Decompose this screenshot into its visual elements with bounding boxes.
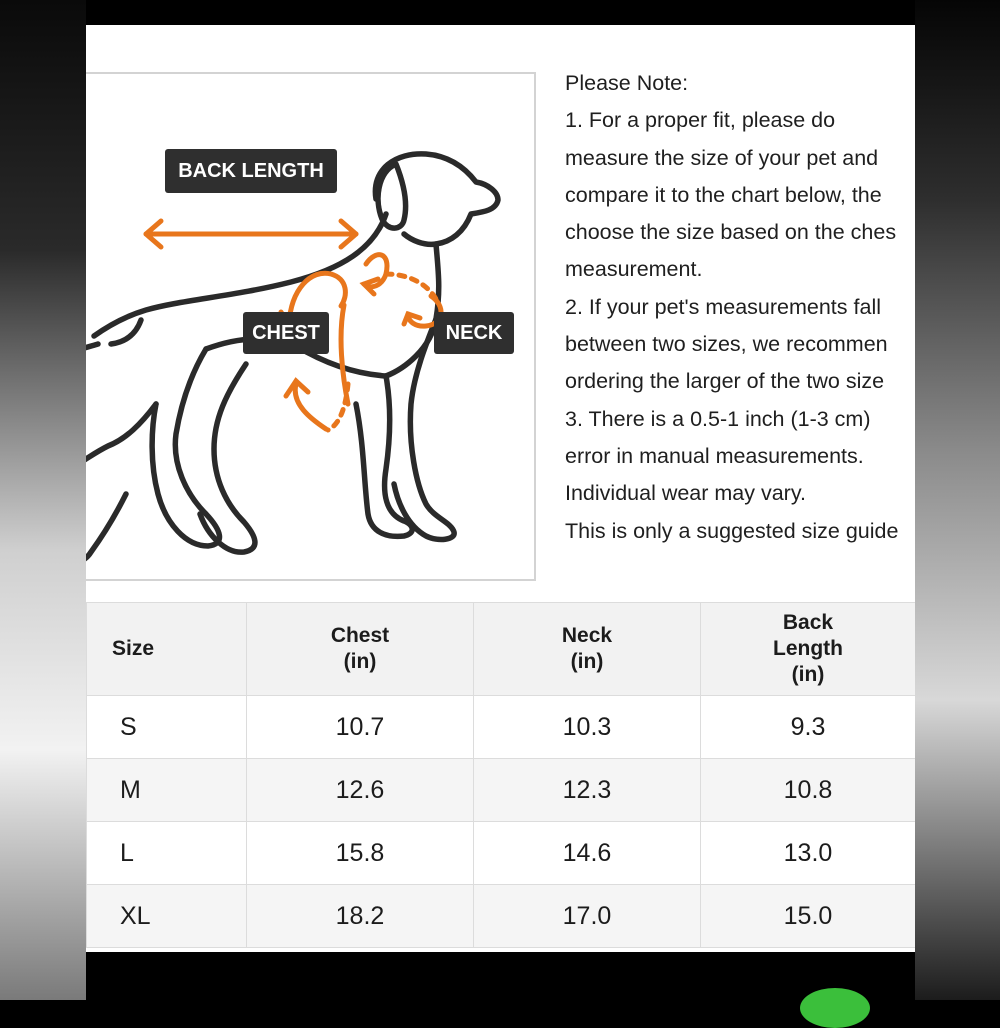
left-background-blur	[0, 0, 86, 1000]
header-chest: Chest (in)	[247, 603, 474, 696]
green-indicator-icon	[800, 988, 870, 1028]
chest-label: CHEST	[243, 312, 329, 354]
cell-size: S	[87, 696, 247, 759]
note-line: ordering the larger of the two size	[565, 369, 885, 394]
note-line: 3. There is a 0.5-1 inch (1-3 cm)	[565, 406, 871, 431]
table-row	[87, 759, 916, 822]
dog-measurement-diagram	[86, 72, 536, 581]
table-row	[87, 822, 916, 885]
back-length-label: BACK LENGTH	[165, 149, 337, 193]
cell-neck: 14.6	[474, 822, 701, 885]
note-line: measurement.	[565, 257, 703, 282]
cell-neck: 12.3	[474, 759, 701, 822]
note-line: 2. If your pet's measurements fall	[565, 294, 881, 319]
note-line: compare it to the chart below, the	[565, 182, 882, 207]
back-length-arrow-icon	[146, 221, 356, 247]
header-back-length: Back Length (in)	[701, 603, 916, 696]
size-guide-sheet	[86, 25, 915, 952]
cell-size: XL	[87, 885, 247, 948]
right-background-blur	[915, 0, 1000, 1000]
neck-label: NECK	[434, 312, 514, 354]
cell-back-length: 10.8	[701, 759, 916, 822]
note-line: Individual wear may vary.	[565, 481, 806, 506]
table-row	[87, 885, 916, 948]
note-line: choose the size based on the ches	[565, 220, 897, 245]
bottom-letterbox	[86, 952, 915, 1000]
top-letterbox	[86, 0, 915, 25]
cell-back-length: 9.3	[701, 696, 916, 759]
table-row	[87, 696, 916, 759]
note-line: between two sizes, we recommen	[565, 332, 888, 357]
neck-loop-icon	[364, 255, 441, 326]
note-line: This is only a suggested size guide	[565, 518, 899, 543]
notes-heading: Please Note:	[565, 71, 689, 95]
note-line: error in manual measurements.	[565, 443, 864, 468]
cell-chest: 12.6	[247, 759, 474, 822]
table-header-row	[87, 603, 916, 696]
cell-back-length: 13.0	[701, 822, 916, 885]
dog-outline-icon	[86, 154, 498, 566]
size-notes	[565, 65, 915, 550]
note-line: measure the size of your pet and	[565, 145, 879, 170]
cell-chest: 10.7	[247, 696, 474, 759]
header-size: Size	[87, 603, 247, 696]
cell-back-length: 15.0	[701, 885, 916, 948]
cell-chest: 15.8	[247, 822, 474, 885]
cell-chest: 18.2	[247, 885, 474, 948]
note-line: 1. For a proper fit, please do	[565, 108, 836, 133]
header-neck: Neck (in)	[474, 603, 701, 696]
cell-neck: 10.3	[474, 696, 701, 759]
size-chart-table	[86, 602, 915, 948]
cell-size: M	[87, 759, 247, 822]
cell-neck: 17.0	[474, 885, 701, 948]
cell-size: L	[87, 822, 247, 885]
